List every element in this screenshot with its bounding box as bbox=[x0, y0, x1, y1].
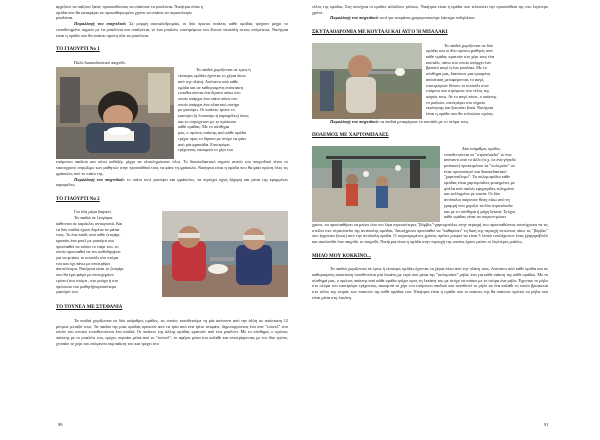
y1-line-1: Τα παιδιά χωρίζονται σε τρεις ή bbox=[196, 67, 251, 73]
paper-ball-war-illustration bbox=[312, 146, 440, 222]
s2-line-8: φύλλα από παλιές εφημερίδες τυλιγμένα bbox=[444, 185, 514, 191]
note-text: αντί για στεφάνια χρησιμοποιούμε λάστιχα ποδηλάτου. bbox=[380, 15, 476, 21]
s2-line-12: και με το σύνθημα ή μάχη ξεκινά. Στόχος bbox=[444, 208, 516, 214]
blindfold-feeding-illustration bbox=[162, 211, 288, 297]
yogurt2-text-block bbox=[56, 209, 156, 295]
yogurt1-flow bbox=[56, 65, 288, 159]
boy-eating-yogurt-illustration bbox=[56, 67, 174, 159]
y1-line-10: και το σπρώχνουν με το πρόσωπο bbox=[178, 118, 237, 124]
section-title-red-apple: ΜΗΛΟ ΜΟΥ ΚΟΚΚΙΝΟ... bbox=[312, 253, 371, 259]
yogurt-photo bbox=[56, 67, 174, 159]
y2-line-14: πρόσωπο του μαθητή)περισσότερο bbox=[56, 283, 117, 289]
s2-line-9: και κολλημένα με ταινία. Οι δύο bbox=[444, 191, 501, 197]
s1-line-3: κάθε ομάδα, κρατούν στο χέρι τους ένα bbox=[426, 54, 495, 60]
right-intro-text: τέλος της ομάδας. Στη συνέχεια οι ομάδες αλλάζουν ρόλους. Νικήτρια είναι η ομάδα που τελειώνει την προσπάθειά της στο λιγότερο χρόνο. bbox=[312, 4, 548, 15]
s2-line-6: "χαρτοπόλεμο". Τα πολεμοφόδια κάθε bbox=[444, 174, 511, 180]
note-label: Παραλλαγή του παιχνιδιού: bbox=[74, 21, 127, 27]
yogurt1-full-text: επόμενου παιδιού και ούτω καθεξής μέχρι να ολοκληρώσουν όλοι. Το διασκεδαστικό σημείο αυτού του παιχνιδιού είναι το ταυτόχρονο σπρώξιμο των μαθητών στην προσπάθειά τους να φάνε τη φράουλα. Νικήτρια είναι η ομάδα που θα φάει πρώτη όλες τις φράουλες από το πιάτο της. bbox=[56, 159, 288, 176]
spoon-flow bbox=[312, 43, 548, 119]
y2-line-10: του και όχι πάνω με επιστρέψει bbox=[56, 260, 111, 266]
y1-line-8: με γιαούρτι. Οι παίκτες τρώνε το bbox=[178, 107, 235, 113]
y2-line-1: Για όλη μέρα διαρκεί. bbox=[74, 209, 112, 215]
y2-line-2: Τα παιδιά σε ζευγάρια bbox=[74, 215, 113, 221]
s1-line-1: Τα παιδιά χωρίζονται σε δύο bbox=[444, 42, 494, 48]
y1-line-9: γιαούρτι (ή λουκούμι ή καραμέλες) όπως bbox=[178, 113, 249, 119]
page-number-right: 91 bbox=[544, 422, 549, 427]
s1-line-9: επόμενο και στρέφουν στο τέλος της bbox=[426, 88, 490, 94]
s2-line-3: απέναντι από το άλλο (π.χ. σε ένα γήπεδο bbox=[444, 157, 516, 163]
tunnel-text: Τα παιδιά χωρίζονται σε δύο ισάριθμες ομάδες, τις οποίες τοποθετούμε τη μία απέναντι από την άλλη σε απόσταση 12 μέτρων μεταξύ τους. Τα παιδιά της μίας ομάδας κρατούν από τα τρία από ένα τρίτο στεφάνι, δημιουργώντας ένα σαν "τούνελ" στο οποίο του οποίου τοποθετούνται ένα παιδιά. Οι παίκτες της άλλης ομάδας κρατούν από ένα μπαλόνι. Με το σύνθημα, ο πρώτος παίκτης με το μπαλόνι του, τρέχει, περνάει μέσα από το "τούνελ", το αφήνει μέσα στο καλάθι και επιστρέφοντας με τον ίδιο τρόπο, χτυπάει το χέρι του επόμενου συμπαίκτη του και τρέχει στο bbox=[56, 317, 288, 346]
y2-line-8: οποίο προσπαθεί να τον καθοδηγήσει bbox=[56, 249, 121, 255]
s1-line-11: το μαζεύει, επιστρέφει στο σημείο bbox=[426, 99, 486, 105]
s1-line-4: κουτάλι, πάνω στο οποίο υπάρχει ένα bbox=[426, 59, 491, 65]
y2-line-12: που θα έχει φάγει με επιτυχημένο bbox=[56, 272, 114, 278]
section-title-yogurt-2: ΤΟ ΓΙΑΟΥΡΤΙ Νο 2 bbox=[56, 196, 100, 202]
note-text: Σε μορφή σκυταλοδρομίας, οι δύο πρώτοι παίκτες κάθε ομάδας τρέχουν μέχρι το τοποθετημένο σημείο με τα μπαλόνια και σπάζοντας το ένα μπαλόνι επιστρέφουν και δίνουν σκυτάλη στους επόμενους. Νικήτρια είναι η ομάδα που θα σπάσει πρώτη όλα τα μπαλόνια. bbox=[56, 21, 288, 38]
y1-line-7: οποίο υπάρχει ένα πλαστικό ποτήρι bbox=[178, 101, 240, 107]
s1-line-8: επιστρέφουν δίνουν το κουτάλι στον bbox=[426, 82, 489, 88]
page-number-left: 90 bbox=[58, 422, 63, 427]
paperball-photo bbox=[312, 146, 440, 222]
note-text: το πιάτο αντί γιαούρτι και φράουλες, να περιέχει άχνη ζάχαρη και μέσα της κρυμμένες καραμέλες. bbox=[56, 176, 288, 188]
y1-line-12: μας, ο πρώτος παίκτης από κάθε ομάδα bbox=[178, 130, 246, 136]
note-label: Παραλλαγή του παιχνιδιού: bbox=[74, 176, 125, 182]
s2-line-10: αντίπαλοι παίρνουν θέση πίσω από τη bbox=[444, 197, 510, 203]
left-intro-line-2: ομάδα που θα καταφέρει σε προκαθορισμένο χρόνο να σπάσει τα περισσότερα bbox=[56, 9, 192, 15]
spoon-egg-relay-illustration bbox=[312, 43, 422, 119]
section-title-yogurt-1: ΤΟ ΓΙΑΟΥΡΤΙ Νο 1 bbox=[56, 47, 100, 53]
left-intro-note bbox=[56, 21, 288, 38]
y1-line-15: τρέχοντας, ακουμπά το χέρι του bbox=[178, 147, 233, 153]
red-apple-text: Τα παιδιά χωρίζονται σε τρεις ή τέσσερις ομάδες έχοντας τα χέρια πίσω από την πλάτη τους. Απέναντι από κάθε ομάδα και σε καθορισμένη απόσταση τοποθετείται μία λεκάνη με νερό που μέσα της "κολυμπάνε" μήλα, ένα για κάθε παίκτη της κάθε ομάδας. Με το σύνθημά μας, ο πρώτος παίκτης από κάθε ομάδα τρέχει προς τη λεκάνη του με στόχο να πιάσει με το στόμα ένα μήλο. Έχοντας το μήλο στο στόμα του επιστρέφει τρέχοντας, ακουμπά το χέρι του επόμενου παιδιού και τοποθετεί το μήλο σε ένα καλάθι το οποίο βρίσκεται στο τέλος της σειράς των παικτών της κάθε ομάδας του. Νικήτρια είναι η ομάδα που οι παίκτες της θα πιάσουν πρώτοι τα μήλα που είναι μέσα στη λεκάνη. bbox=[312, 266, 548, 300]
y1-line-14: από μία φρασάδα. Επιστρέφει bbox=[178, 141, 230, 147]
section-title-paper-war: ΠΟΛΕΜΟΣ ΜΕ ΧΑΡΤΟΜΠΑΛΕΣ bbox=[312, 133, 389, 139]
s2-line-2: τοποθετούνται σε "στρατόπεδα" το ένα bbox=[444, 151, 512, 157]
section-title-tunnel: ΤΟ ΤΟΥΝΕΛ ΜΕ ΣΤΕΦΑΝΙΑ bbox=[56, 305, 123, 311]
s1-line-13: είναι η ομάδα που θα τελειώσει πρώτη. bbox=[426, 111, 494, 117]
paperwar-text-block bbox=[444, 146, 548, 220]
s2-line-13: κάθε ομάδας είναι να συγκεντρώσει bbox=[444, 214, 506, 220]
yogurt2-flow bbox=[56, 209, 288, 299]
y2-line-11: αποτέλεσμα. Νικήτρια είναι το ζευγάρι bbox=[56, 266, 124, 272]
left-intro-line-3: μπαλόνια. bbox=[56, 15, 74, 21]
left-column bbox=[56, 4, 288, 346]
y2-line-6: κρατάει ένα μπολ με γιαούρτι και bbox=[56, 237, 114, 243]
s2-line-4: μπάσκετ) προκειμένου να "πολεμούν" σε bbox=[444, 162, 515, 168]
y2-line-4: τα δύο παιδιά έχουν δεμένα τα μάτια bbox=[56, 226, 120, 232]
right-page bbox=[300, 0, 600, 440]
y1-line-2: τέσσερις ομάδες έχοντας το χέρια πίσω bbox=[178, 73, 246, 79]
note-label: Παραλλαγή του παιχνιδιού: bbox=[330, 118, 379, 124]
s1-line-2: ομάδες και οι δύο πρώτοι μαθητές από bbox=[426, 48, 493, 54]
y1-line-6: οποίο υπάρχει ένα πιάτο πάνω στο bbox=[178, 95, 238, 101]
s1-line-7: απόσταση μεταφέροντας το αυγό, bbox=[426, 76, 485, 82]
section-title-spoon-relay: ΣΚΥΤΑΛΟΔΡΟΜΙΑ ΜΕ ΚΟΥΤΑΛΙ ΚΑΙ ΑΥΓΟ Ή ΜΠΑΛΑΚΙ bbox=[312, 30, 448, 36]
s1-line-5: βραστό αυγό ή ένα μπαλάκι. Με το bbox=[426, 65, 487, 71]
s2-line-5: έναν προσποιητό και διασκεδαστικό bbox=[444, 168, 507, 174]
spoon-text-block bbox=[426, 43, 548, 117]
y2-line-5: τους. Το ένα παιδί, από κάθε ζευγάρι, bbox=[56, 232, 121, 238]
section-subtitle-yogurt-1: Πολύ διασκεδαστικό παιχνίδι. bbox=[74, 59, 126, 65]
s1-line-6: σύνθημα μας, διανύουν μια ορισμένη bbox=[426, 71, 491, 77]
blindfold-photo bbox=[162, 211, 288, 297]
left-intro-line-1: αρχίζουν να παίζουν ξανά, προσπαθώντας να σπάσουν τα μπαλόνια. Νικήτρια είναι η bbox=[56, 4, 204, 9]
yogurt1-note bbox=[56, 177, 288, 188]
spoon-photo bbox=[312, 43, 422, 119]
s1-line-10: σειράς τους. Αν το αυγό πέσει, ο παίκτης bbox=[426, 93, 497, 99]
y1-line-13: τρέχει προς το δίρανο με στόχο να φάει bbox=[178, 135, 246, 141]
s1-line-12: εκκίνησης και ξεκινάει ξανά. Νικήτρια bbox=[426, 105, 493, 111]
s2-line-11: γραμμή που χωρίζει τα δύο στρατόπεδα bbox=[444, 202, 513, 208]
paperwar-flow bbox=[312, 146, 548, 222]
s2-line-7: ομάδας είναι χαρτομπάλες φτιαγμένες με bbox=[444, 180, 515, 186]
y2-line-7: προσπαθεί να ταΐσει το ταίρι του, το bbox=[56, 243, 119, 249]
y2-line-13: τρόπο (στο στόμα , στο ρούχο ή στο bbox=[56, 277, 119, 283]
paperwar-full-text: χρόνο, να προσπαθήσει να μείνει όσο πιο λίγα περισσότερες "βόμβες"-χαρτομπάλες στην περιοχή του προσπαθώντας ταυτόχρονα να τις στείλει στο στρατόπεδο της αντίπαλης ομάδας. Ταυτόχρονα προσπαθεί να "καθαρίσει" τη δική της περιοχή πετώντας πίσω τις "βόμβες" που έρχονται (ίσως) από την αντίπαλη ομάδα. Ο συγκεκριμένος χρόνος πρέπει μπορεί να είναι 5 λεπτά τουλάχιστον ένας γρηγορόβολό και ακολουθεί ένα παιχνίδι το παιχνίδι. Νικήτρια είναι η ομάδα στην περιοχή της οποίας έχουν μείνει οι λιγότερες μπάλες. bbox=[312, 221, 548, 244]
y1-line-4: ομάδα και σε καθορισμένη απόσταση bbox=[178, 84, 243, 90]
note-label: Παραλλαγή του παιχνιδιού: bbox=[330, 15, 379, 21]
yogurt1-text-block bbox=[178, 67, 288, 153]
y1-line-3: από την πλάτη. Απέναντι από κάθε bbox=[178, 78, 239, 84]
y2-line-9: για να φτάσει το κουτάλι στο στόμα bbox=[56, 255, 119, 261]
y1-line-5: τοποθετούνται ένα δίρανο πάνω στο bbox=[178, 90, 241, 96]
y2-line-15: γιαούρτι του. bbox=[56, 289, 79, 295]
s2-line-1: Δύο ισάριθμες ομάδες bbox=[462, 145, 501, 151]
y1-line-11: κάθε ομάδας. Με το σύνθημα bbox=[178, 124, 230, 130]
right-column bbox=[312, 4, 548, 300]
y2-line-3: κάθονται σε καρέκλες αντικριστά. Και bbox=[56, 220, 123, 226]
note-text: τα παιδιά μεταφέρουν το κουτάλι με το στόμα τους. bbox=[380, 118, 470, 124]
